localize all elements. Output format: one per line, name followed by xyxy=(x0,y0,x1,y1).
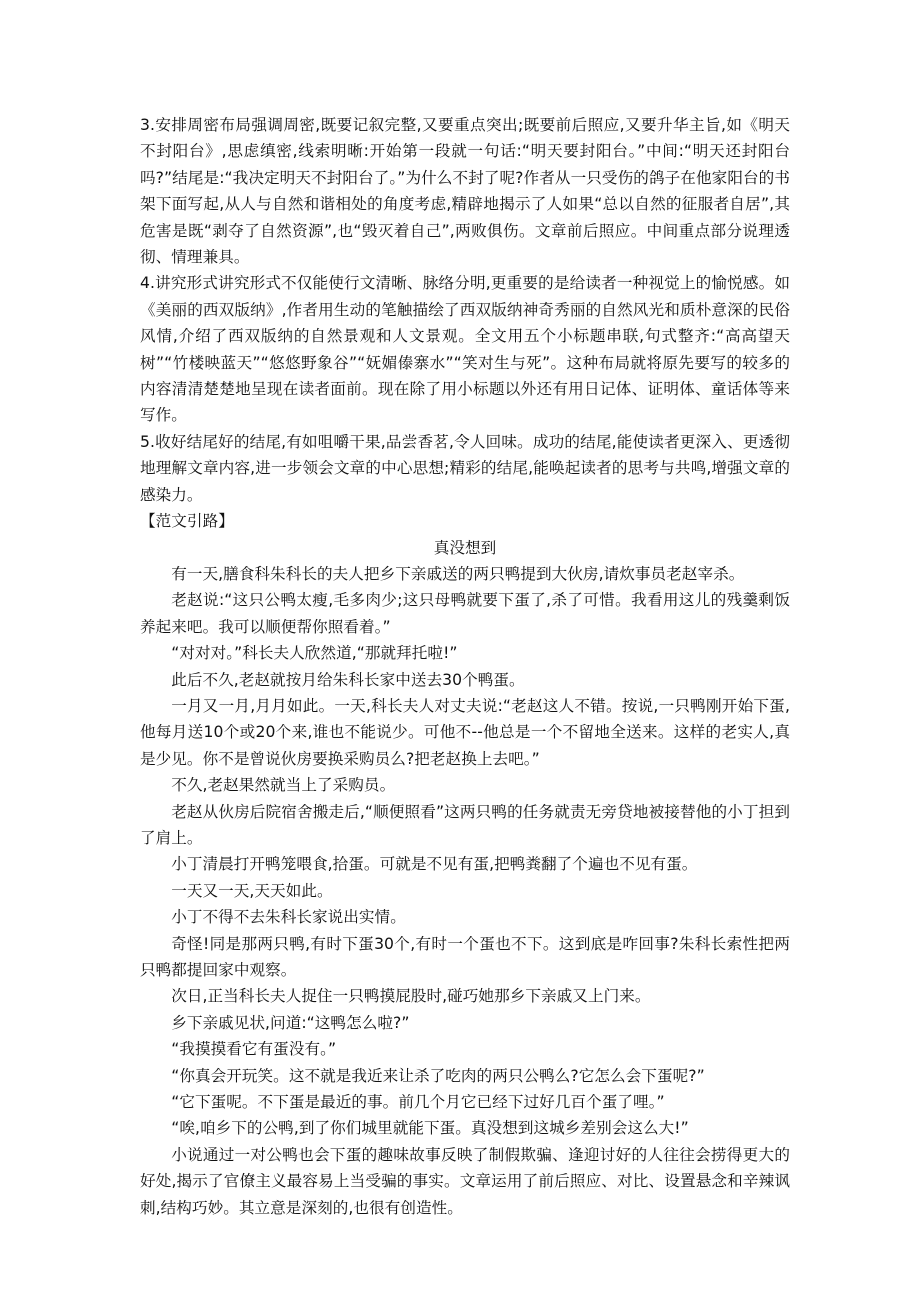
story-paragraph: “我摸摸看它有蛋没有。” xyxy=(171,1040,337,1059)
story-paragraph: 有一天,膳食科朱科长的夫人把乡下亲戚送的两只鸭提到大伙房,请炊事员老赵宰杀。 xyxy=(171,564,745,583)
story-paragraph: 小丁清晨打开鸭笼喂食,拾蛋。可就是不见有蛋,把鸭粪翻了个遍也不见有蛋。 xyxy=(171,855,698,874)
document-page xyxy=(140,112,790,1221)
story-paragraph: 老赵从伙房后院宿舍搬走后,“顺便照看”这两只鸭的任务就责无旁贷地被接替他的小丁担到了肩上。 xyxy=(140,802,790,847)
story-paragraph: 一天又一天,天天如此。 xyxy=(171,881,333,900)
story-paragraph: 奇怪!同是那两只鸭,有时下蛋30个,有时一个蛋也不下。这到底是咋回事?朱科长索性把两只鸭都提回家中观察。 xyxy=(140,934,790,979)
point-4-paragraph: 4.讲究形式讲究形式不仅能使行文清晰、脉络分明,更重要的是给读者一种视觉上的愉悦感。如《美丽的西双版纳》,作者用生动的笔触描绘了西双版纳神奇秀丽的自然风光和质朴意深的民俗风情,介绍了西双版纳的自然景观和人文景观。全文用五个小标题串联,句式整齐:“高高望天树”“竹楼映蓝天”“悠悠野象谷”“妩媚傣寨水”“笑对生与死”。这种布局就将原先要写的较多的内容清清楚楚地呈现在读者面前。现在除了用小标题以外还有用日记体、证明体、童话体等来写作。 xyxy=(140,274,790,425)
story-paragraph: 此后不久,老赵就按月给朱科长家中送去30个鸭蛋。 xyxy=(171,670,525,689)
story-paragraph: “它下蛋呢。不下蛋是最近的事。前几个月它已经下过好几百个蛋了哩。” xyxy=(171,1093,665,1112)
story-paragraph: “对对对。”科长夫人欣然道,“那就拜托啦!” xyxy=(171,644,458,663)
story-commentary: 小说通过一对公鸭也会下蛋的趣味故事反映了制假欺骗、逢迎讨好的人往往会捞得更大的好处,揭示了官僚主义最容易上当受骗的事实。文章运用了前后照应、对比、设置悬念和辛辣讽刺,结构巧妙。其立意是深刻的,也很有创造性。 xyxy=(140,1145,790,1217)
section-label: 【范文引路】 xyxy=(140,512,234,531)
point-5-paragraph: 5.收好结尾好的结尾,有如咀嚼干果,品尝香茗,令人回味。成功的结尾,能使读者更深入、更透彻地理解文章内容,进一步领会文章的中心思想;精彩的结尾,能唤起读者的思考与共鸣,增强文章的感染力。 xyxy=(140,432,790,504)
story-paragraph: “唉,咱乡下的公鸭,到了你们城里就能下蛋。真没想到这城乡差别会这么大!” xyxy=(171,1119,689,1138)
story-title: 真没想到 xyxy=(433,538,497,557)
story-paragraph: 乡下亲戚见状,问道:“这鸭怎么啦?” xyxy=(171,1013,410,1032)
point-3-paragraph: 3.安排周密布局强调周密,既要记叙完整,又要重点突出;既要前后照应,又要升华主旨,如《明天不封阳台》,思虑缜密,线索明晰:开始第一段就一句话:“明天要封阳台。”中间:“明天还封阳台吗?”结尾是:“我决定明天不封阳台了。”为什么不封了呢?作者从一只受伤的鸽子在他家阳台的书架下面写起,从人与自然和谐相处的角度考虑,精辟地揭示了人如果“总以自然的征服者自居”,其危害是既“剥夺了自然资源”,也“毁灭着自己”,两败俱伤。文章前后照应。中间重点部分说理透彻、情理兼具。 xyxy=(140,116,790,267)
story-paragraph: 一月又一月,月月如此。一天,科长夫人对丈夫说:“老赵这人不错。按说,一只鸭刚开始下蛋,他每月送10个或20个来,谁也不能说少。可他不--他总是一个不留地全送来。这样的老实人,真是少见。你不是曾说伙房要换采购员么?把老赵换上去吧。” xyxy=(140,696,790,768)
story-paragraph: 老赵说:“这只公鸭太瘦,毛多肉少;这只母鸭就要下蛋了,杀了可惜。我看用这儿的残羹剩饭养起来吧。我可以顺便帮你照看着。” xyxy=(140,591,790,636)
story-paragraph: 小丁不得不去朱科长家说出实情。 xyxy=(171,908,406,927)
story-paragraph: 次日,正当科长夫人捉住一只鸭摸屁股时,碰巧她那乡下亲戚又上门来。 xyxy=(171,987,651,1006)
story-paragraph: “你真会开玩笑。这不就是我近来让杀了吃肉的两只公鸭么?它怎么会下蛋呢?” xyxy=(171,1066,705,1085)
story-paragraph: 不久,老赵果然就当上了采购员。 xyxy=(171,776,396,795)
